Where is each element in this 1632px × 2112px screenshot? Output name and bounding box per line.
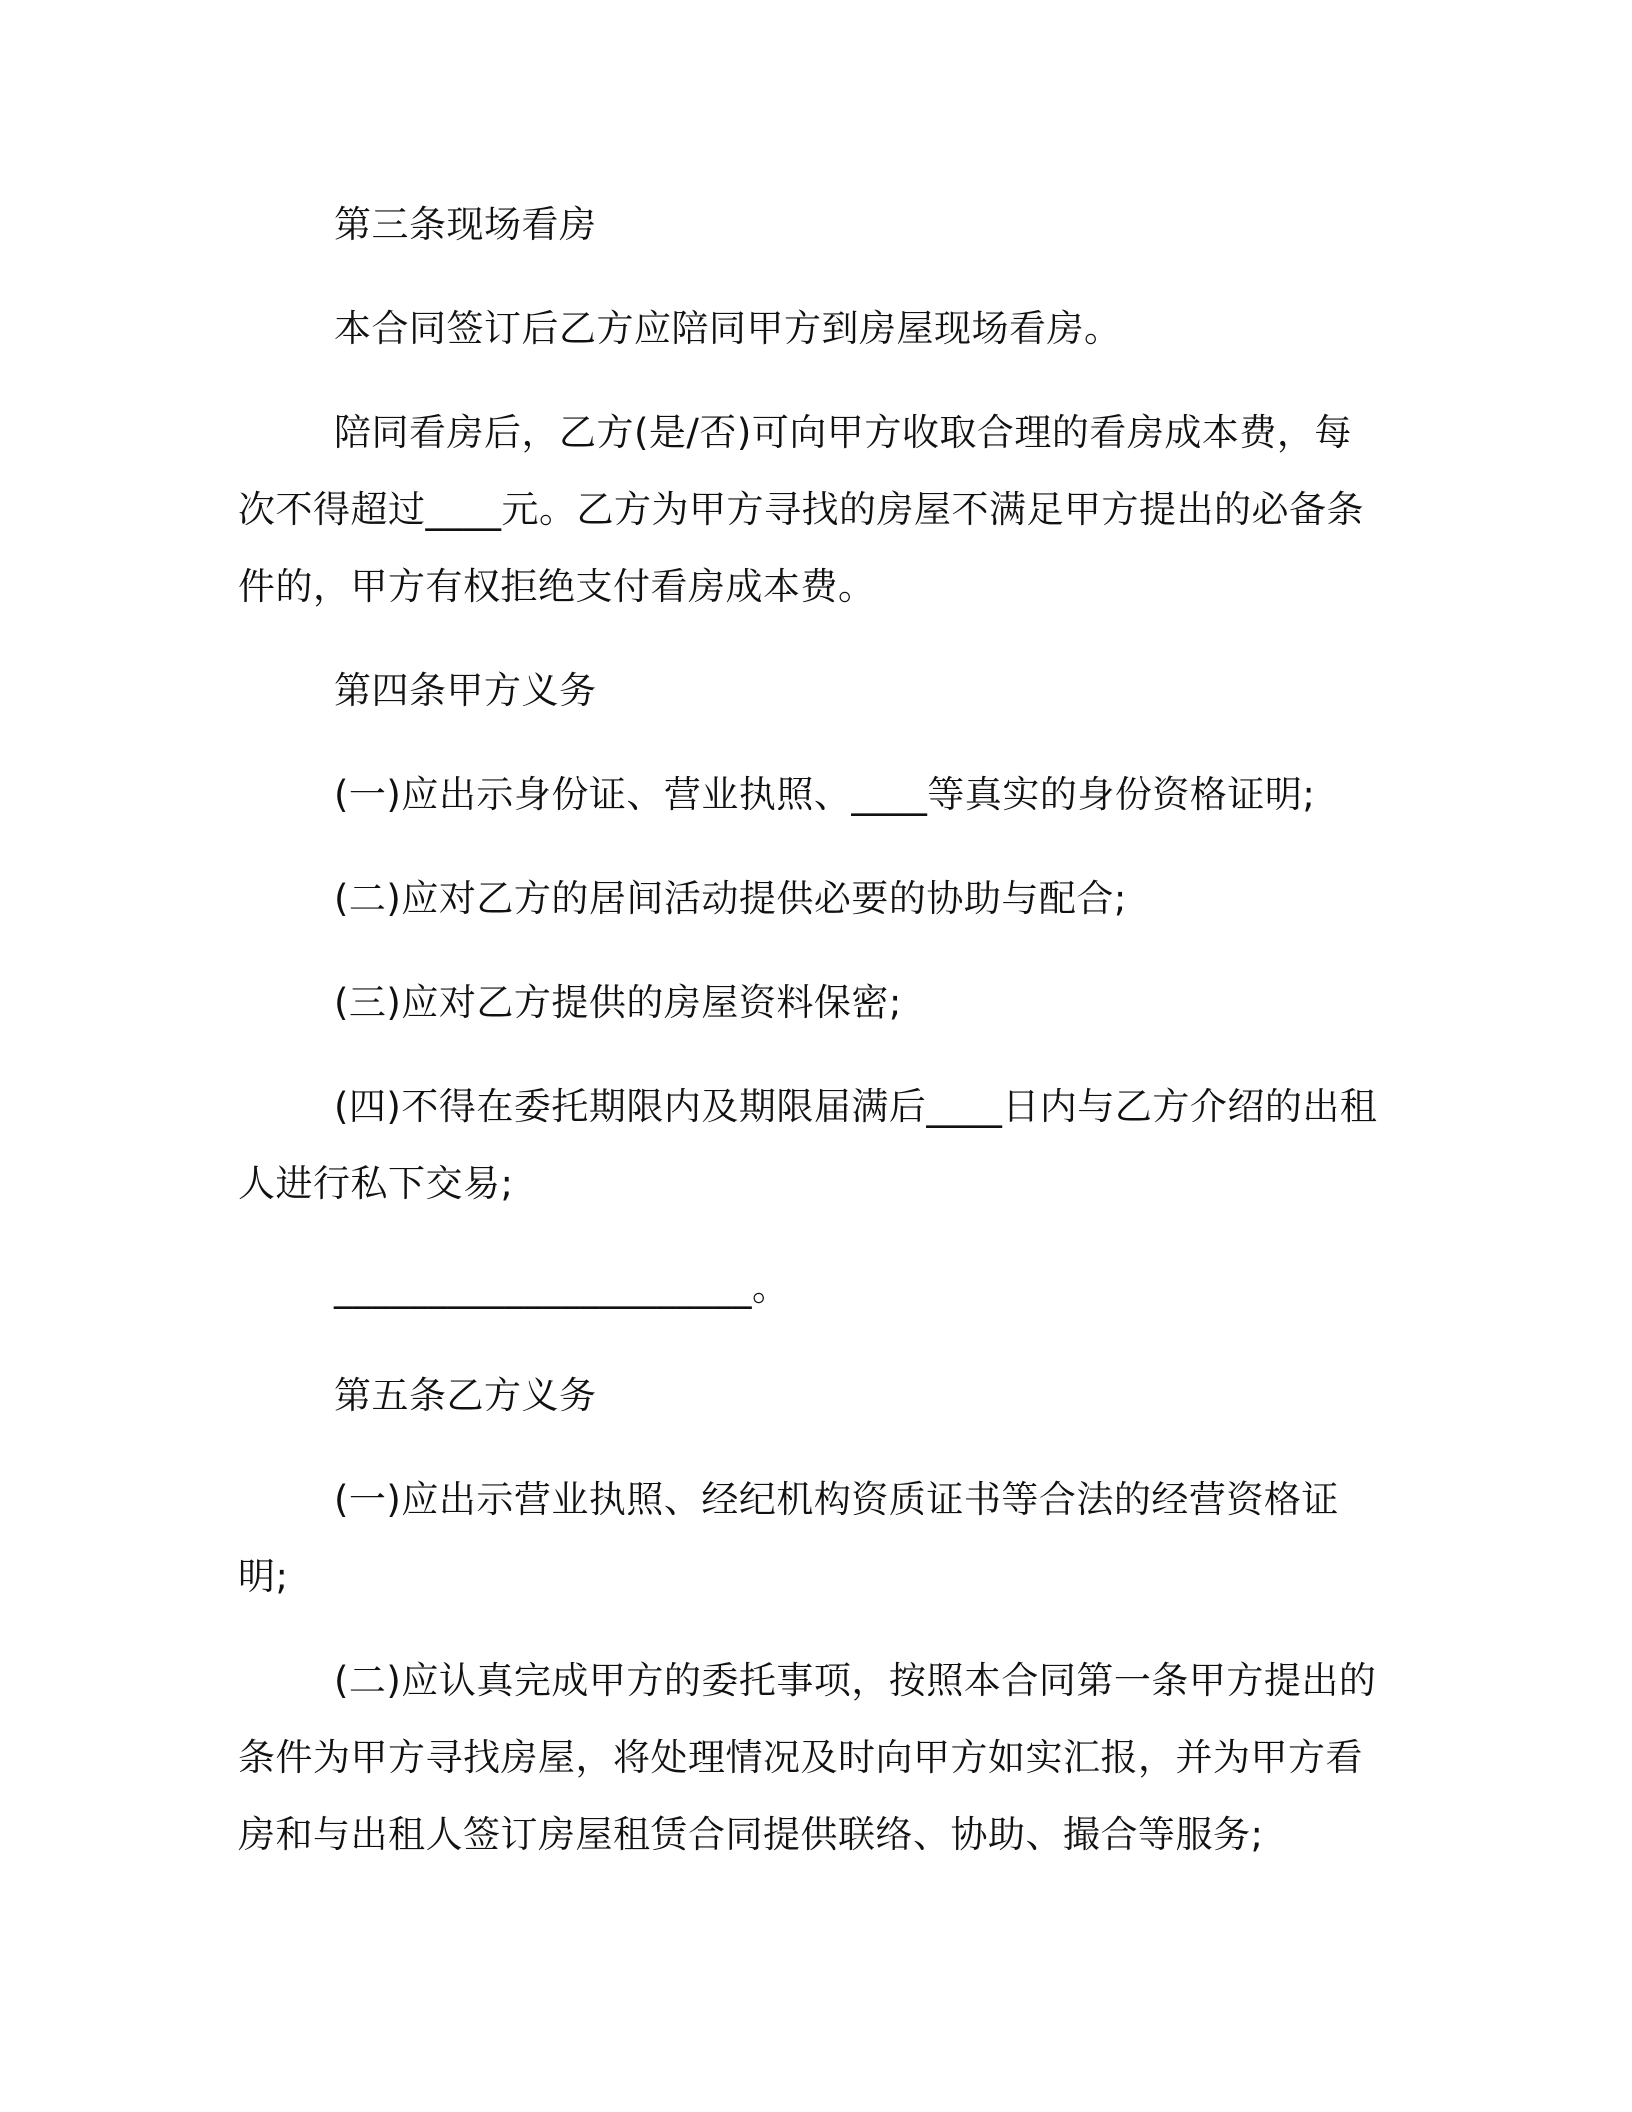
document-body [238,186,1388,1873]
article-3-heading: 第三条现场看房 [334,203,597,246]
article-4-item-3: (三)应对乙方提供的房屋资料保密; [334,981,902,1024]
article-3-paragraph-1: 本合同签订后乙方应陪同甲方到房屋现场看房。 [334,307,1122,350]
article-5-heading: 第五条乙方义务 [334,1374,597,1417]
article-4-item-5-blank: ______________________。 [334,1266,790,1309]
article-5-item-2: (二)应认真完成甲方的委托事项，按照本合同第一条甲方提出的条件为甲方寻找房屋，将处理情况及时向甲方如实汇报，并为甲方看房和与出租人签订房屋租赁合同提供联络、协助、撮合等服务; [238,1659,1377,1856]
article-3-paragraph-2: 陪同看房后，乙方(是/否)可向甲方收取合理的看房成本费，每次不得超过____元。乙方为甲方寻找的房屋不满足甲方提出的必备条件的，甲方有权拒绝支付看房成本费。 [238,411,1364,608]
article-4-heading: 第四条甲方义务 [334,669,597,712]
article-4-item-1: (一)应出示身份证、营业执照、____等真实的身份资格证明; [334,773,1316,816]
article-5-item-1: (一)应出示营业执照、经纪机构资质证书等合法的经营资格证明; [238,1478,1339,1598]
article-4-item-2: (二)应对乙方的居间活动提供必要的协助与配合; [334,877,1127,920]
article-4-item-4: (四)不得在委托期限内及期限届满后____日内与乙方介绍的出租人进行私下交易; [238,1085,1378,1205]
